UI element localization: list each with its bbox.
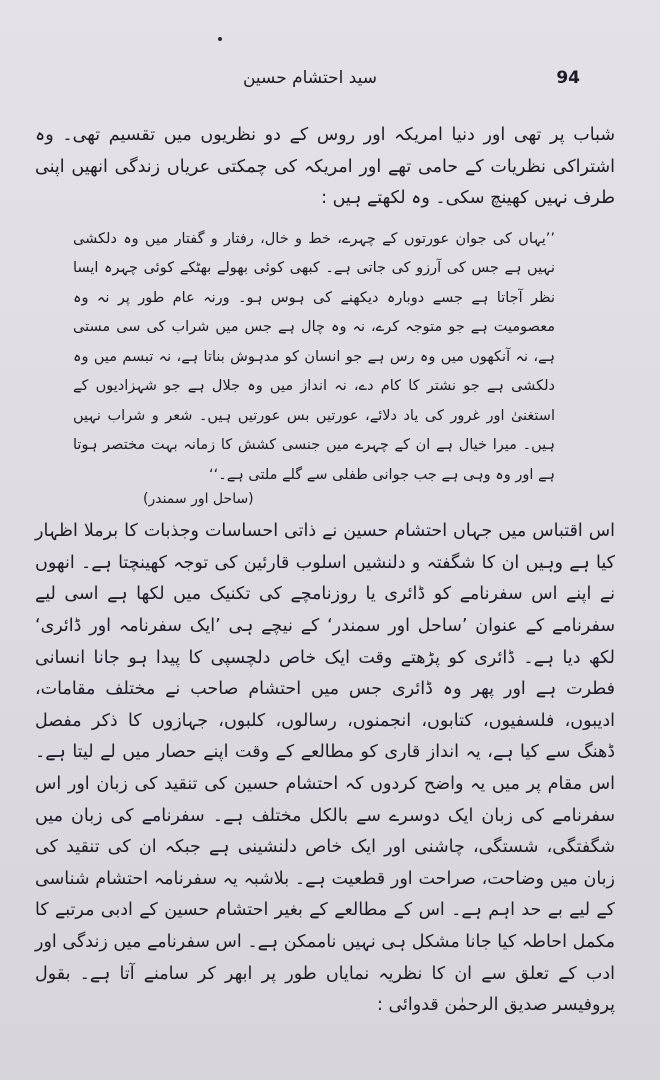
intro-paragraph: شباب پر تھی اور دنیا امریکہ اور روس کے دو نظریوں میں تقسیم تھی۔ وہ اشتراکی نظریات کے حامی تھے اور امریکہ کی چمکتی عریاں زندگی انھیں اپنی طرف نہیں کھینچ سکی۔ وہ لکھتے ہیں : xyxy=(35,125,615,209)
print-speck xyxy=(218,37,222,41)
quote-text: ’’یہاں کی جوان عورتوں کے چہرے، خط و خال، رفتار و گفتار میں وہ دلکشی نہیں ہے جس کی آرزو کی جاتی ہے۔ کبھی کوئی بھولے بھٹکے کوئی چہرہ ایسا نظر آجاتا ہے جسے دوبارہ دیکھنے کی ہوس ہو۔ ورنہ عام طور پر نہ وہ معصومیت ہے جو متوجہ کرے، نہ وہ چال ہے جس میں شراب کی سی مستی ہے، نہ آنکھوں میں وہ رس ہے جو انسان کو مدہوش بناتا ہے، نہ تبسم میں وہ دلکشی ہے جو نشتر کا کام دے، نہ انداز میں وہ جلال ہے جو شہزادیوں کے استغنیٰ اور غرور کی یاد دلائے، عورتیں بس عورتیں ہیں۔ شعر و شراب نہیں ہیں۔ میرا خیال ہے ان کے چہرے میں جنسی کشش کا زمانہ بہت مختصر ہوتا ہے اور وہ وہی ہے جب جوانی طفلی سے گلے ملتی ہے۔‘‘ xyxy=(73,230,555,483)
page-body xyxy=(35,120,615,1022)
page-header xyxy=(40,66,580,96)
block-quote xyxy=(73,225,555,511)
page-number: 94 xyxy=(556,68,580,88)
running-title: سید احتشام حسین xyxy=(242,68,378,88)
quote-source: (ساحل اور سمندر) xyxy=(143,491,254,508)
main-paragraph: اس اقتباس میں جہاں احتشام حسین نے ذاتی احساسات وجذبات کا برملا اظہار کیا ہے وہیں ان کا شگفتہ و دلنشیں اسلوب قارئین کی توجہ کھینچتا ہے۔ انھوں نے اپنے اس سفرنامے کو ڈائری یا روزنامچے کی تکنیک میں لکھا ہے اسی لیے سفرنامے کے عنوان ’ساحل اور سمندر‘ کے نیچے ہی ’ایک سفرنامہ اور ڈائری‘ لکھ دیا ہے۔ ڈائری کو پڑھتے وقت ایک خاص دلچسپی کا پیدا ہو جانا انسانی فطرت ہے اور پھر وہ ڈائری جس میں احتشام صاحب نے مختلف مقامات، ادیبوں، فلسفیوں، کتابوں، انجمنوں، رسالوں، کلبوں، جہازوں کا ذکر مفصل ڈھنگ سے کیا ہے، یہ انداز قاری کو مطالعے کے وقت اپنے حصار میں لے لیتا ہے۔ اس مقام پر میں یہ واضح کردوں کہ احتشام حسین کی تنقید کی زبان اور اس سفرنامے کی زبان ایک دوسرے سے بالکل مختلف ہے۔ سفرنامے کی زبان میں شگفتگی، شستگی، چاشنی اور ایک خاص دلنشینی ہے جبکہ ان کی تنقید کی زبان میں وضاحت، صراحت اور قطعیت ہے۔ بلاشبہ یہ سفرنامہ احتشام شناسی کے لیے بے حد اہم ہے۔ اس کے مطالعے کے بغیر احتشام حسین کے ادبی مرتبے کا مکمل احاطہ کیا جانا مشکل ہی نہیں ناممکن ہے۔ اس سفرنامے میں زندگی اور ادب کے تعلق سے ان کا نظریہ نمایاں طور پر ابھر کر سامنے آتا ہے۔ بقول پروفیسر صدیق الرحمٰن قدوائی : xyxy=(35,521,615,1016)
